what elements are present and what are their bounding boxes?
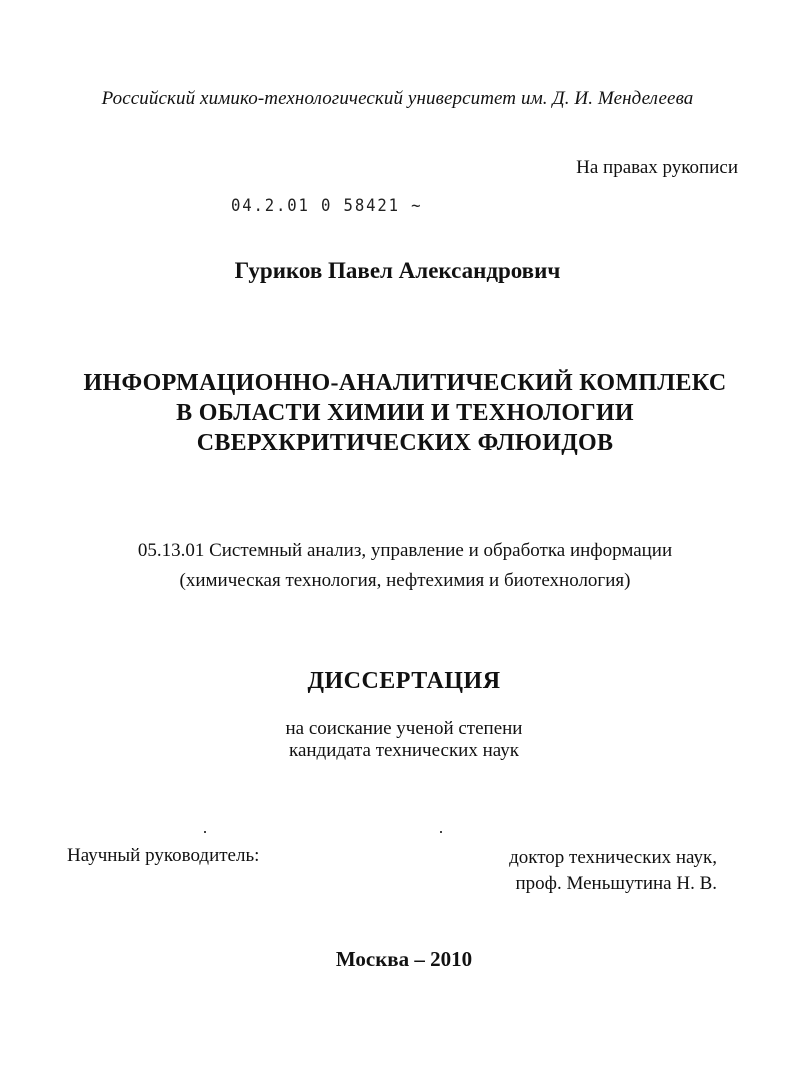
degree-line: кандидата технических наук [289, 740, 519, 761]
city-year: Москва – 2010 [335, 947, 473, 971]
registration-stamp-number: 04.2.01 0 58421 ~ [231, 196, 423, 216]
dissertation-title [60, 368, 750, 458]
title-line: ИНФОРМАЦИОННО-АНАЛИТИЧЕСКИЙ КОМПЛЕКС [83, 370, 727, 396]
university-name: Российский химико-технологический университет им. Д. И. Менделеева [101, 88, 694, 109]
degree-line: на соискание ученой степени [285, 718, 523, 739]
scan-speck [440, 831, 442, 833]
supervisor-name: проф. Меньшутина Н. В. [515, 873, 717, 894]
scan-speck [204, 831, 206, 833]
specialty-line: 05.13.01 Системный анализ, управление и обработка информации [137, 540, 673, 561]
title-line: СВЕРХКРИТИЧЕСКИХ ФЛЮИДОВ [196, 430, 614, 456]
title-line: В ОБЛАСТИ ХИМИИ И ТЕХНОЛОГИИ [176, 400, 634, 426]
document-type: ДИССЕРТАЦИЯ [307, 668, 501, 694]
degree-statement [0, 718, 795, 762]
specialty-code [40, 536, 770, 596]
author-name: Гуриков Павел Александрович [234, 258, 561, 283]
supervisor-degree: доктор технических наук, [509, 847, 717, 868]
manuscript-rights-note: На правах рукописи [576, 157, 738, 178]
supervisor-info [509, 845, 717, 897]
supervisor-label: Научный руководитель: [67, 845, 260, 866]
specialty-line: (химическая технология, нефтехимия и биотехнология) [179, 570, 631, 591]
